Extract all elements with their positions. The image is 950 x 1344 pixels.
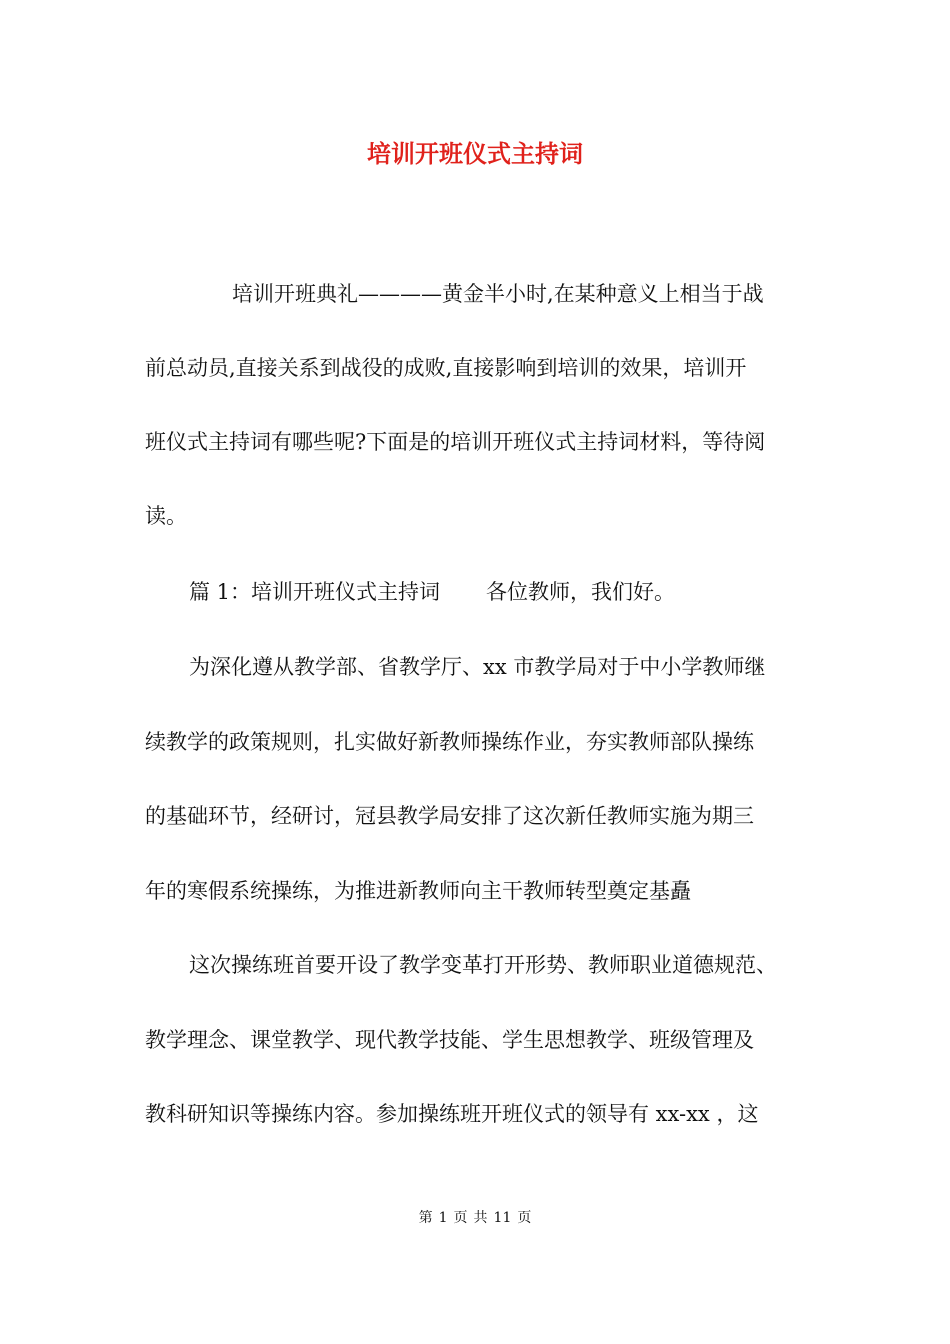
section-heading: 篇 1：培训开班仪式主持词 [189,580,441,604]
footer-suffix: 页 [517,1210,532,1226]
intro-line-3: 班仪式主持词有哪些呢?下面是的培训开班仪式主持词材料，等待阅 [145,430,766,454]
footer-page-label: 页 [453,1210,468,1226]
para3-line-2: 教学理念、课堂教学、现代教学技能、学生思想教学、班级管理及 [145,1028,754,1052]
para3-line-3: 教科研知识等操练内容。参加操练班开班仪式的领导有 xx-xx ，这 [145,1102,759,1126]
footer-prefix: 第 [418,1210,433,1226]
document-title: 培训开班仪式主持词 [367,139,583,168]
para3-line-1: 这次操练班首要开设了教学变革打开形势、教师职业道德规范、 [189,953,777,977]
page-footer [0,1208,950,1228]
para2-line-3: 的基础环节，经研讨，冠县教学局安排了这次新任教师实施为期三 [145,804,754,828]
intro-line-1: 培训开班典礼————黄金半小时,在某种意义上相当于战 [232,282,764,306]
section-heading-line [189,576,859,608]
para2-line-4: 年的寒假系统操练，为推进新教师向主干教师转型奠定基矗 [145,879,691,903]
para2-line-1: 为深化遵从教学部、省教学厅、xx 市教学局对于中小学教师继 [189,655,766,679]
footer-total-pages: 11 [493,1210,512,1226]
section-greeting: 各位教师，我们好。 [486,580,676,604]
intro-line-2: 前总动员,直接关系到战役的成败,直接影响到培训的效果，培训开 [145,356,747,380]
para2-line-2: 续教学的政策规则，扎实做好新教师操练作业，夯实教师部队操练 [145,730,754,754]
footer-total-label: 共 [473,1210,488,1226]
intro-line-4: 读。 [145,504,187,528]
footer-page-number: 1 [438,1210,448,1226]
